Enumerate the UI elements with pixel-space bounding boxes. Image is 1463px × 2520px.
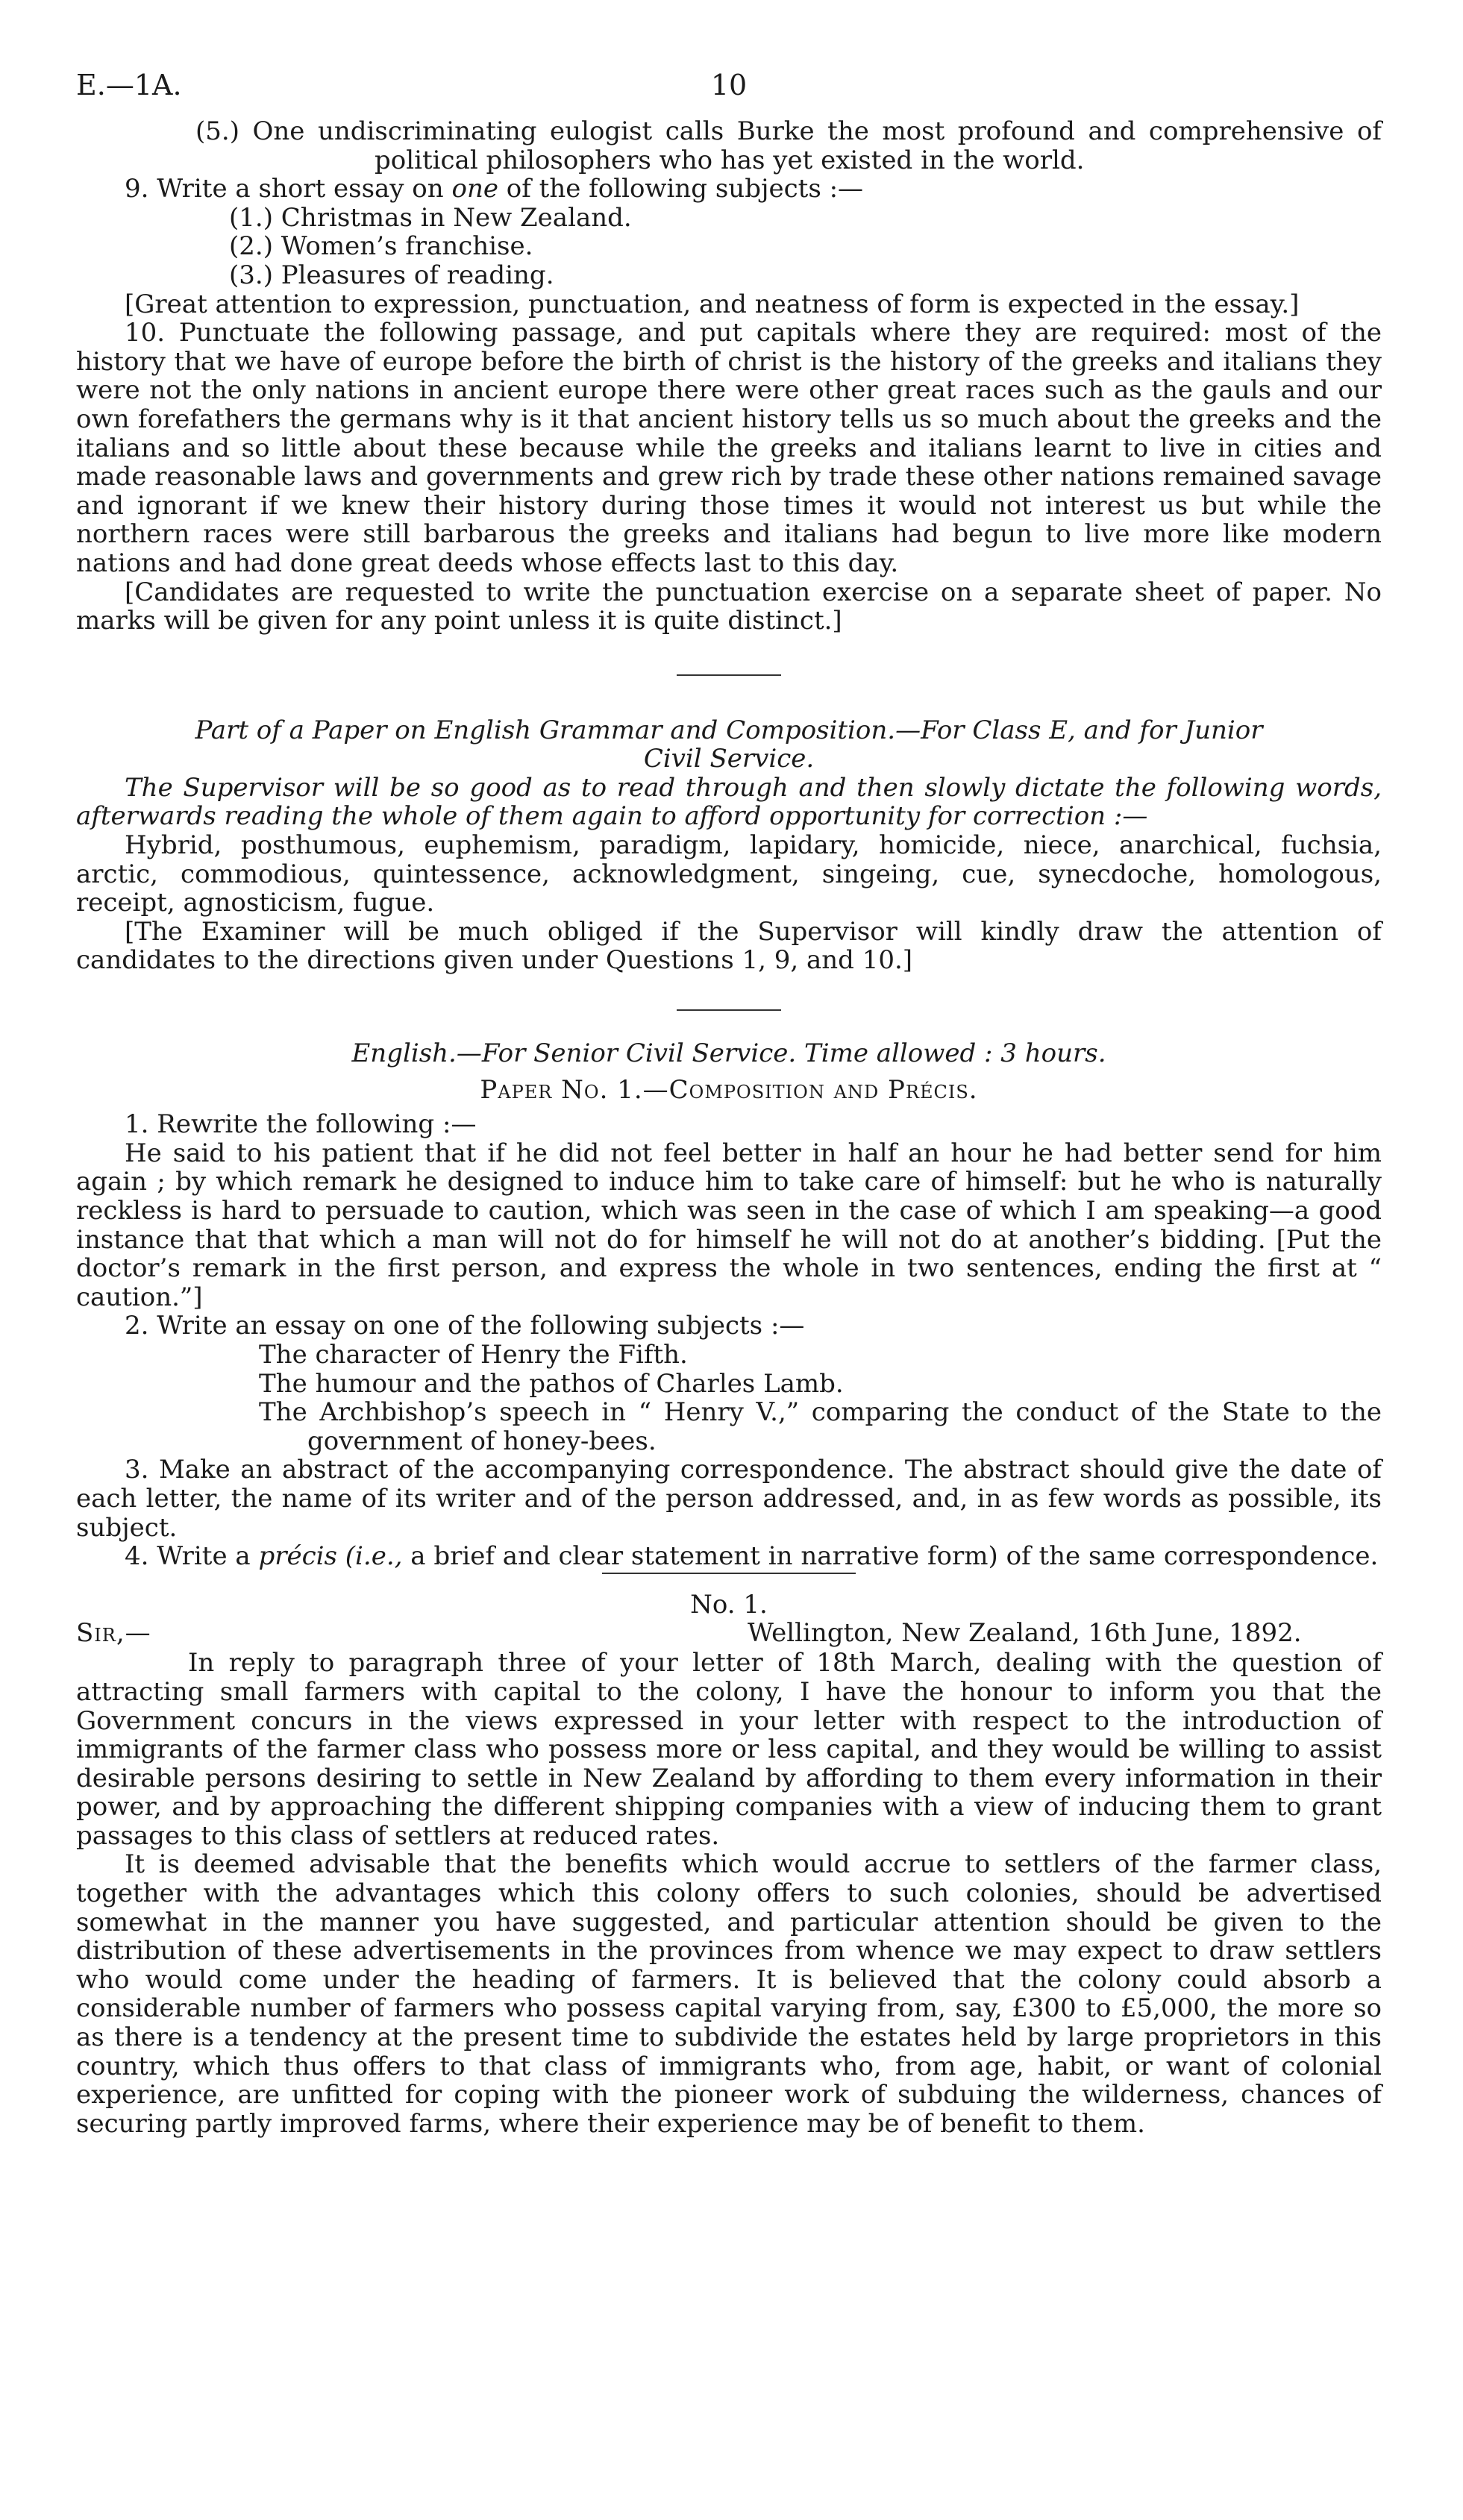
question-1: 1. Rewrite the following :— <box>125 1109 477 1140</box>
examiner-note: [The Examiner will be much obliged if the Supervisor will kindly draw the attention of candidates to the directions given under Questions 1, 9, and 10.] <box>76 916 1382 976</box>
section-divider <box>602 1573 856 1574</box>
question-1-text: He said to his patient that if he did not feel better in half an hour he had better send for him again ; by which remark he designed to induce him to take care of himself: but he who is naturally reckless is hard to persuade to caution, which was seen in the case of which I am speaking—a good instance that that which a man will not do for himself he will not do at another’s bidding. [Put the doctor’s remark in the first person, and express the whole in two sentences, ending the first at “ caution.”] <box>76 1138 1382 1312</box>
essay-subject: The humour and the pathos of Charles Lamb. <box>259 1368 844 1399</box>
page-header <box>76 71 1382 117</box>
essay-subject: (2.) Women’s franchise. <box>229 231 533 262</box>
question-10: 10. Punctuate the following passage, and put capitals where they are required: most of the history that we have of europe before the birth of christ is the history of the greeks and italians they were not the only nations in ancient europe there were other great races such as the gauls and our own forefathers the germans why is it that ancient history tells us so much about the greeks and the italians and so little about these because while the greeks and italians learnt to live in cities and made reasonable laws and governments and grew rich by trade these other nations remained savage and ignorant if we knew their history during those times it would not interest us but while the northern races were still barbarous the greeks and italians had begun to live more like modern nations and had done great deeds whose effects last to this day. <box>76 318 1382 578</box>
item-5: (5.) One undiscriminating eulogist calls Burke the most profound and comprehensive of political philosophers who has yet existed in the world. <box>195 116 1382 175</box>
junior-paper-title: Part of a Paper on English Grammar and Composition.—For Class E, and for Junior Civil Service. <box>195 715 1263 774</box>
essay-subject: (3.) Pleasures of reading. <box>229 260 554 290</box>
dictation-words: Hybrid, posthumous, euphemism, paradigm, lapidary, homicide, niece, anarchical, fuchsia, arctic, commodious, quintessence, acknowledgment, singeing, cue, synecdoche, homologous, receipt, agnosticism, fugue. <box>76 830 1382 918</box>
question-4: 4. Write a précis (i.e., a brief and clear statement in narrative form) of the same correspondence. <box>125 1541 1379 1572</box>
essay-subject: (1.) Christmas in New Zealand. <box>229 202 632 233</box>
page-number: 10 <box>710 69 748 101</box>
punctuation-note: [Candidates are requested to write the punctuation exercise on a separate sheet of paper. No marks will be given for any point unless it is quite distinct.] <box>76 577 1382 636</box>
senior-paper-title: English.—For Senior Civil Service. Time allowed : 3 hours. <box>351 1038 1106 1069</box>
essay-subject: The Archbishop’s speech in “ Henry V.,” comparing the conduct of the State to the government of honey-bees. <box>259 1397 1382 1456</box>
document-page <box>76 71 1382 2138</box>
essay-subject: The character of Henry the Fifth. <box>259 1339 688 1370</box>
letter-paragraph: In reply to paragraph three of your letter of 18th March, dealing with the question of attracting small farmers with capital to the colony, I have the honour to inform you that the Government concurs in the views expressed in your letter with respect to the introduction of immigrants of the farmer class who possess more or less capital, and they would be willing to assist desirable persons desiring to settle in New Zealand by affording to them every information in their power, and by approaching the different shipping companies with a view of inducing them to grant passages to this class of settlers at reduced rates. <box>76 1648 1382 1851</box>
essay-note: [Great attention to expression, punctuation, and neatness of form is expected in the essay.] <box>125 289 1300 319</box>
question-2: 2. Write an essay on one of the following subjects :— <box>125 1311 805 1341</box>
supervisor-instruction: The Supervisor will be so good as to read through and then slowly dictate the following words, afterwards reading the whole of them again to afford opportunity for correction :— <box>76 772 1382 832</box>
letter-dateline: Wellington, New Zealand, 16th June, 1892. <box>748 1618 1302 1649</box>
letter-heading <box>76 1619 1382 1649</box>
salutation: Sir,— <box>76 1618 151 1649</box>
question-3: 3. Make an abstract of the accompanying correspondence. The abstract should give the date of each letter, the name of its writer and of the person addressed, and, in as few words as possible, its subject. <box>76 1455 1382 1543</box>
question-9: 9. Write a short essay on one of the following subjects :— <box>125 174 864 204</box>
letter-paragraph: It is deemed advisable that the benefits which would accrue to settlers of the farmer class, together with the advantages which this colony offers to such colonies, should be advertised somewhat in the manner you have suggested, and particular attention should be given to the distribution of these advertisements in the provinces from whence we may expect to draw settlers who would come under the heading of farmers. It is believed that the colony could absorb a considerable number of farmers who possess capital varying from, say, £300 to £5,000, the more so as there is a tendency at the present time to subdivide the estates held by large proprietors in this country, which thus offers to that class of immigrants who, from age, habit, or want of colonial experience, are unfitted for coping with the pioneer work of subduing the wilderness, chances of securing partly improved farms, where their experience may be of benefit to them. <box>76 1849 1382 2139</box>
letter-number: No. 1. <box>690 1589 768 1620</box>
paper-title: Paper No. 1.—Composition and Précis. <box>480 1074 978 1105</box>
paper-code: E.—1A. <box>76 69 182 101</box>
